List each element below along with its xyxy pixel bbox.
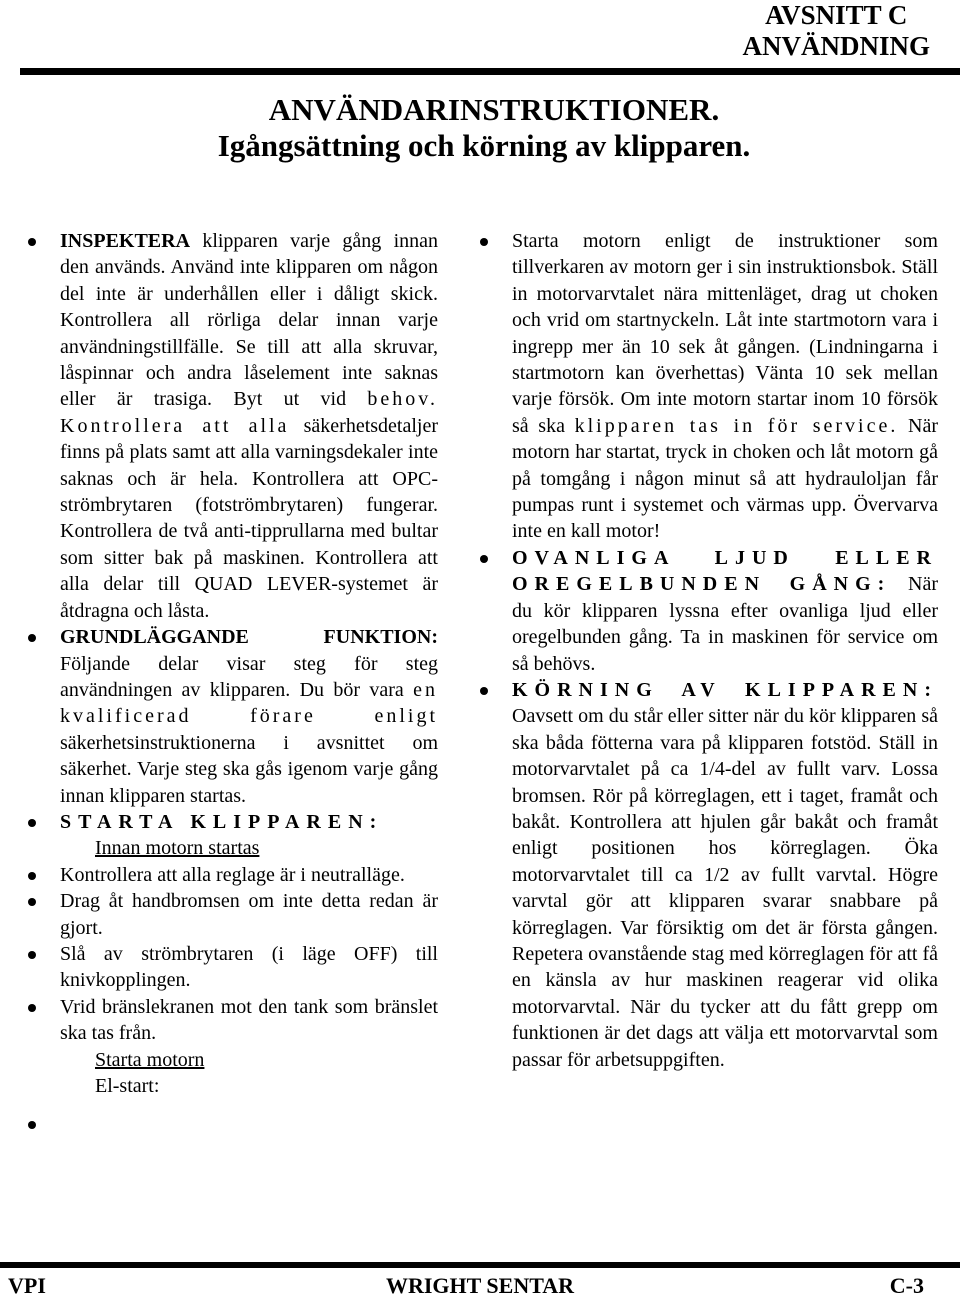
basic-spaced: en kvalificerad förare enligt [60, 678, 438, 728]
start-lead: STARTA KLIPPAREN: [60, 810, 384, 833]
section-label [743, 0, 931, 62]
step-text: Vrid bränslekranen mot den tank som bränslet ska tas från. [60, 995, 438, 1045]
bullet-icon [28, 951, 36, 959]
step-item [60, 941, 438, 994]
start-engine-heading: Starta motorn [95, 1048, 205, 1071]
step-text: Drag åt handbromsen om inte detta redan är gjort. [60, 890, 438, 939]
page-title-line1: ANVÄNDARINSTRUKTIONER. [268, 92, 720, 127]
start-engine-item [512, 228, 938, 545]
driving-item [512, 677, 938, 1073]
basic-text1: Följande delar visar steg för steg användningen av klipparen. Du bör vara [60, 652, 438, 701]
left-column [60, 228, 438, 1139]
step-item [60, 862, 438, 888]
bullet-icon [28, 1004, 36, 1012]
inspect-text2: säkerhetsdetaljer finns på plats samt att alla varningsdekaler inte saknas och är hela. Kontrollera att OPC-strömbrytaren (fotströmbrytaren) fungerar. Kontrollera de två anti-tipprullarna med bultar som sitter bak på maskinen. Kontrollera att alla delar till QUAD LEVER-systemet är åtdragna och låsta. [60, 414, 439, 622]
page-title-line2: Igångsättning och körning av klipparen. [217, 128, 751, 163]
step-item [60, 994, 438, 1047]
bullet-icon [28, 898, 36, 906]
inspect-text1: klipparen varje gång innan den används. Använd inte klipparen om någon del inte är underhållen eller i dåligt skick. Kontrollera all rörliga delar innan varje användningstillfälle. Se till att alla skruvar, låspinnar och andra låselement inte saknas eller är trasiga. Byt ut vid [60, 230, 438, 411]
start-text1: Starta motorn enligt de instruktioner som tillverkaren av motorn ger i sin instruktionsbok. Ställ in motorvarvtalet nära mittenläget, drag ut choken och vrid om startnyckeln. Låt inte startmotorn vara i ingrepp mer än 10 sek åt gången. (Lindningarna i startmotorn kan överhettas) Vänta 10 sek mellan varje försök. Om inte motorn startar inom 10 försök så ska [512, 230, 938, 437]
step-text: Slå av strömbrytaren (i läge OFF) till knivkopplingen. [60, 942, 438, 992]
noise-text: När du kör klipparen lyssna efter ovanliga ljud eller oregelbunden gång. Ta in maskinen för service om så behövs. [512, 573, 938, 675]
start-spaced: klipparen tas in för service. [574, 414, 899, 437]
inspect-spaced: behov. Kontrollera att alla [60, 388, 438, 437]
el-start-label: El-start: [95, 1075, 160, 1097]
bullet-icon [28, 238, 36, 246]
bullet-icon [28, 634, 36, 642]
bullet-icon [28, 1121, 36, 1129]
noise-item [512, 545, 938, 677]
basic-text2: säkerhetsinstruktionerna i avsnittet om säkerhet. Varje steg ska gås igenom varje gång innan klipparen startas. [60, 731, 438, 807]
noise-lead: OVANLIGA LJUD ELLER OREGELBUNDEN GÅNG: [512, 546, 938, 596]
bullet-icon [28, 819, 36, 827]
basic-function-item [60, 624, 438, 809]
bullet-icon [480, 238, 488, 246]
bullet-icon [480, 555, 488, 563]
footer-center: WRIGHT SENTAR [385, 1273, 575, 1298]
page-number: C-3 [889, 1273, 924, 1298]
bullet-icon [480, 687, 488, 695]
basic-lead: GRUNDLÄGGANDE FUNKTION: [60, 626, 438, 649]
bottom-rule [0, 1262, 960, 1268]
section-label-line1: AVSNITT C [765, 0, 908, 30]
drive-text: Oavsett om du står eller sitter när du kör klipparen så ska båda fötterna vara på klipparen fotstöd. Ställ in motorvarvtalet på ca 1/4-del av fullt varv. Lossa bromsen. Rör på körreglagen, ett i taget, framåt och bakåt. Kontrollera att hjulen går bakåt och framåt enligt positionen hos körreglagen. Öka motorvarvtalet till ca 1/2 av fullt varvtal. Högre varvtal gör att klipparen svarar snabbare på körreglagen. Var försiktig om det är första gången. Repetera ovanstående stag med körreglagen för att få en känsla av hur maskinen reagerar vid olika motorvarvtal. När du tycker att du fått grepp om funktionen är det dags att välja ett motorvarvtal som passar för arbetsuppgiften. [512, 705, 938, 1071]
inspect-item [60, 228, 438, 624]
inspect-lead: INSPEKTERA [60, 230, 191, 252]
drive-lead: KÖRNING AV KLIPPAREN: [512, 678, 938, 701]
step-text: Kontrollera att alla reglage är i neutralläge. [60, 863, 405, 886]
empty-list-item [60, 1099, 438, 1139]
start-mower-item [60, 809, 438, 862]
section-label-line2: ANVÄNDNING [742, 31, 930, 61]
bullet-icon [28, 872, 36, 880]
start-text2: När motorn har startat, tryck in choken och låt motorn gå på tomgång i någon minut så att hydrauloljan får pumpas runt i systemet och värmas upp. Övervarva inte en kall motor! [512, 414, 938, 543]
before-start-heading: Innan motorn startas [95, 837, 260, 860]
top-rule [20, 68, 960, 75]
step-item [60, 888, 438, 941]
footer-left: VPI [8, 1273, 46, 1298]
right-column [512, 228, 938, 1073]
